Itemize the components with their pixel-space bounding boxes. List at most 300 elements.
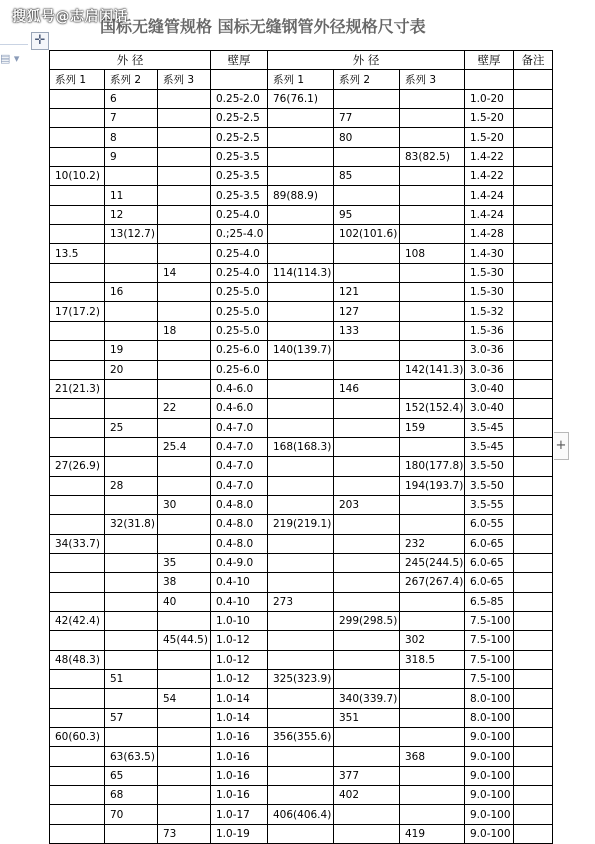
table-row xyxy=(50,515,553,534)
cell-series3 xyxy=(158,379,211,398)
header-series-2: 系列 2 xyxy=(105,70,158,89)
cell-wall-thickness-2: 1.5-20 xyxy=(465,109,514,128)
cell-series2b: 95 xyxy=(334,205,400,224)
cell-series2: 51 xyxy=(105,670,158,689)
cell-remarks xyxy=(514,109,553,128)
cell-wall-thickness: 0.4-10 xyxy=(211,592,268,611)
cell-wall-thickness: 0.4-7.0 xyxy=(211,476,268,495)
cell-series3b: 152(152.4) xyxy=(400,399,465,418)
cell-series3 xyxy=(158,341,211,360)
cell-series1 xyxy=(50,186,105,205)
cell-remarks xyxy=(514,89,553,108)
header-series-2b: 系列 2 xyxy=(334,70,400,89)
cell-series1b xyxy=(268,379,334,398)
cell-remarks xyxy=(514,418,553,437)
cell-remarks xyxy=(514,244,553,263)
cell-wall-thickness-2: 1.5-32 xyxy=(465,302,514,321)
cell-wall-thickness-2: 6.0-55 xyxy=(465,515,514,534)
cell-remarks xyxy=(514,670,553,689)
cell-series1b: 114(114.3) xyxy=(268,263,334,282)
cell-wall-thickness: 0.4-9.0 xyxy=(211,553,268,572)
cell-remarks xyxy=(514,457,553,476)
cell-series1b: 168(168.3) xyxy=(268,437,334,456)
cell-series3b xyxy=(400,728,465,747)
cell-series2b: 340(339.7) xyxy=(334,689,400,708)
header-row-series xyxy=(50,70,553,89)
cell-remarks xyxy=(514,592,553,611)
cell-series3: 14 xyxy=(158,263,211,282)
cell-series1b: 76(76.1) xyxy=(268,89,334,108)
cell-series1b xyxy=(268,650,334,669)
cell-remarks xyxy=(514,437,553,456)
header-wall-thickness: 壁厚 xyxy=(211,51,268,70)
cell-remarks xyxy=(514,689,553,708)
table-row xyxy=(50,302,553,321)
document-title: 国标无缝管规格 国标无缝钢管外径规格尺寸表 xyxy=(100,17,426,36)
cell-series3b xyxy=(400,302,465,321)
cell-series2 xyxy=(105,689,158,708)
cell-series1b xyxy=(268,205,334,224)
cell-series3b xyxy=(400,128,465,147)
table-row xyxy=(50,786,553,805)
cell-wall-thickness: 1.0-14 xyxy=(211,708,268,727)
cell-series3 xyxy=(158,747,211,766)
cell-wall-thickness: 0.4-8.0 xyxy=(211,495,268,514)
cell-series2: 57 xyxy=(105,708,158,727)
cell-wall-thickness: 0.25-6.0 xyxy=(211,360,268,379)
cell-wall-thickness-2: 1.5-30 xyxy=(465,283,514,302)
cell-series1 xyxy=(50,786,105,805)
cell-series1 xyxy=(50,476,105,495)
cell-series1: 21(21.3) xyxy=(50,379,105,398)
cell-wall-thickness: 1.0-17 xyxy=(211,805,268,824)
cell-series2b: 377 xyxy=(334,766,400,785)
table-row xyxy=(50,534,553,553)
cell-wall-thickness: 1.0-16 xyxy=(211,766,268,785)
table-row xyxy=(50,553,553,572)
cell-series1 xyxy=(50,360,105,379)
cell-wall-thickness-2: 9.0-100 xyxy=(465,728,514,747)
cell-series3b xyxy=(400,495,465,514)
cell-remarks xyxy=(514,360,553,379)
cell-wall-thickness: 0.4-7.0 xyxy=(211,437,268,456)
cell-series2b xyxy=(334,573,400,592)
cell-series2 xyxy=(105,553,158,572)
cell-series1 xyxy=(50,592,105,611)
cell-series2: 65 xyxy=(105,766,158,785)
table-row xyxy=(50,611,553,630)
cell-series2: 16 xyxy=(105,283,158,302)
cell-wall-thickness-2: 6.5-85 xyxy=(465,592,514,611)
cell-series3b: 159 xyxy=(400,418,465,437)
cell-series2 xyxy=(105,824,158,843)
cell-series3 xyxy=(158,611,211,630)
cell-series2b xyxy=(334,805,400,824)
cell-series1b xyxy=(268,321,334,340)
cell-wall-thickness: 1.0-14 xyxy=(211,689,268,708)
cell-series2b: 203 xyxy=(334,495,400,514)
cell-series3: 22 xyxy=(158,399,211,418)
table-row xyxy=(50,244,553,263)
cell-wall-thickness: 0.25-3.5 xyxy=(211,147,268,166)
cell-series3 xyxy=(158,476,211,495)
header-wall-thickness-2: 壁厚 xyxy=(465,51,514,70)
cell-series3b xyxy=(400,805,465,824)
cell-series2b: 121 xyxy=(334,283,400,302)
cell-remarks xyxy=(514,708,553,727)
cell-wall-thickness-2: 6.0-65 xyxy=(465,534,514,553)
cell-series2b xyxy=(334,244,400,263)
cell-series3 xyxy=(158,186,211,205)
cell-series1: 10(10.2) xyxy=(50,167,105,186)
cell-wall-thickness-2: 9.0-100 xyxy=(465,786,514,805)
add-row-plus-icon[interactable]: + xyxy=(554,432,569,460)
cell-wall-thickness-2: 1.5-36 xyxy=(465,321,514,340)
cell-remarks xyxy=(514,476,553,495)
cell-series3b xyxy=(400,186,465,205)
cell-series3b: 419 xyxy=(400,824,465,843)
cell-series3b xyxy=(400,167,465,186)
cell-series2b: 133 xyxy=(334,321,400,340)
table-row xyxy=(50,728,553,747)
table-row xyxy=(50,476,553,495)
cell-series1b xyxy=(268,708,334,727)
cell-series1 xyxy=(50,573,105,592)
cell-remarks xyxy=(514,631,553,650)
cell-series1 xyxy=(50,670,105,689)
cell-series2: 63(63.5) xyxy=(105,747,158,766)
cell-series3 xyxy=(158,360,211,379)
cell-remarks xyxy=(514,650,553,669)
cell-series3b: 245(244.5) xyxy=(400,553,465,572)
cell-series1b: 356(355.6) xyxy=(268,728,334,747)
cell-remarks xyxy=(514,147,553,166)
table-row xyxy=(50,650,553,669)
cell-series1b xyxy=(268,747,334,766)
cell-series1: 48(48.3) xyxy=(50,650,105,669)
cell-series2: 28 xyxy=(105,476,158,495)
cell-series2: 12 xyxy=(105,205,158,224)
cell-series2 xyxy=(105,302,158,321)
cell-series3b xyxy=(400,708,465,727)
cell-wall-thickness-2: 9.0-100 xyxy=(465,766,514,785)
cell-remarks xyxy=(514,283,553,302)
header-outer-diameter-2: 外 径 xyxy=(268,51,465,70)
cell-series3 xyxy=(158,283,211,302)
cell-series2 xyxy=(105,263,158,282)
cell-series2b xyxy=(334,515,400,534)
cell-wall-thickness-2: 3.0-36 xyxy=(465,360,514,379)
cell-wall-thickness-2: 1.4-30 xyxy=(465,244,514,263)
cell-series3 xyxy=(158,457,211,476)
cell-remarks xyxy=(514,728,553,747)
cell-series2b xyxy=(334,553,400,572)
cell-wall-thickness: 0.4-7.0 xyxy=(211,457,268,476)
cell-wall-thickness-2: 8.0-100 xyxy=(465,708,514,727)
header-series-3: 系列 3 xyxy=(158,70,211,89)
cell-series3 xyxy=(158,786,211,805)
cell-series1 xyxy=(50,515,105,534)
cell-series2b xyxy=(334,263,400,282)
table-row xyxy=(50,592,553,611)
table-row xyxy=(50,766,553,785)
cell-series1b xyxy=(268,302,334,321)
table-row xyxy=(50,689,553,708)
cell-series1 xyxy=(50,747,105,766)
cell-series2b xyxy=(334,747,400,766)
cell-series3b xyxy=(400,766,465,785)
cell-series3: 45(44.5) xyxy=(158,631,211,650)
cell-wall-thickness-2: 9.0-100 xyxy=(465,805,514,824)
cell-wall-thickness: 1.0-19 xyxy=(211,824,268,843)
cell-series1: 17(17.2) xyxy=(50,302,105,321)
cell-series1b: 273 xyxy=(268,592,334,611)
cell-series2 xyxy=(105,244,158,263)
cell-series1b xyxy=(268,109,334,128)
cell-series2b xyxy=(334,476,400,495)
cell-series1 xyxy=(50,147,105,166)
header-blank-wall-2 xyxy=(465,70,514,89)
cell-wall-thickness: 0.25-3.5 xyxy=(211,186,268,205)
cell-series3 xyxy=(158,805,211,824)
cell-series1b xyxy=(268,824,334,843)
cell-series3b: 194(193.7) xyxy=(400,476,465,495)
cell-series2 xyxy=(105,728,158,747)
cell-series1 xyxy=(50,631,105,650)
header-series-1: 系列 1 xyxy=(50,70,105,89)
table-row xyxy=(50,670,553,689)
cell-remarks xyxy=(514,302,553,321)
cell-series2b: 351 xyxy=(334,708,400,727)
cell-series2: 32(31.8) xyxy=(105,515,158,534)
header-series-1b: 系列 1 xyxy=(268,70,334,89)
cell-wall-thickness: 0.4-7.0 xyxy=(211,418,268,437)
cell-series3 xyxy=(158,109,211,128)
cell-wall-thickness: 1.0-16 xyxy=(211,786,268,805)
cell-series3b xyxy=(400,592,465,611)
table-body xyxy=(50,89,553,843)
cell-series1b xyxy=(268,689,334,708)
cell-series2 xyxy=(105,573,158,592)
cell-series2b xyxy=(334,147,400,166)
cell-series2b xyxy=(334,399,400,418)
cell-series2: 7 xyxy=(105,109,158,128)
cell-series1b xyxy=(268,553,334,572)
cell-series2b xyxy=(334,650,400,669)
cell-series3: 40 xyxy=(158,592,211,611)
cell-wall-thickness: 0.25-3.5 xyxy=(211,167,268,186)
cell-wall-thickness-2: 7.5-100 xyxy=(465,670,514,689)
cell-series2b xyxy=(334,534,400,553)
cell-series3: 35 xyxy=(158,553,211,572)
cell-series1b xyxy=(268,360,334,379)
watermark-text: 搜狐号@志启闲话 xyxy=(12,9,128,25)
cell-series1b: 325(323.9) xyxy=(268,670,334,689)
table-move-handle-icon[interactable]: ✛ xyxy=(31,32,49,50)
cell-series3b xyxy=(400,379,465,398)
cell-series3 xyxy=(158,418,211,437)
cell-wall-thickness: 0.25-5.0 xyxy=(211,321,268,340)
cell-series3 xyxy=(158,89,211,108)
cell-series1b xyxy=(268,128,334,147)
cell-series2b xyxy=(334,437,400,456)
cell-series3b xyxy=(400,611,465,630)
cell-series3b: 368 xyxy=(400,747,465,766)
cell-remarks xyxy=(514,263,553,282)
table-row xyxy=(50,341,553,360)
cell-series1b xyxy=(268,418,334,437)
cell-series1b xyxy=(268,534,334,553)
cell-series3 xyxy=(158,515,211,534)
table-row xyxy=(50,418,553,437)
cell-remarks xyxy=(514,766,553,785)
cell-series2b xyxy=(334,457,400,476)
cell-series2b: 127 xyxy=(334,302,400,321)
cell-series2b xyxy=(334,592,400,611)
cell-series3b: 302 xyxy=(400,631,465,650)
cell-series2 xyxy=(105,321,158,340)
cell-series2: 8 xyxy=(105,128,158,147)
cell-remarks xyxy=(514,225,553,244)
header-outer-diameter: 外 径 xyxy=(50,51,211,70)
cell-wall-thickness-2: 3.5-50 xyxy=(465,457,514,476)
cell-series1b xyxy=(268,225,334,244)
cell-series1b xyxy=(268,244,334,263)
cell-series1 xyxy=(50,708,105,727)
cell-series2 xyxy=(105,167,158,186)
cell-wall-thickness: 0.4-8.0 xyxy=(211,534,268,553)
cell-series1: 42(42.4) xyxy=(50,611,105,630)
cell-series3: 38 xyxy=(158,573,211,592)
cell-series1b xyxy=(268,786,334,805)
cell-wall-thickness-2: 1.0-20 xyxy=(465,89,514,108)
cell-series2b xyxy=(334,824,400,843)
table-row xyxy=(50,631,553,650)
cell-wall-thickness-2: 7.5-100 xyxy=(465,611,514,630)
table-row xyxy=(50,186,553,205)
cell-series1 xyxy=(50,766,105,785)
cell-wall-thickness: 0.25-5.0 xyxy=(211,302,268,321)
table-row xyxy=(50,360,553,379)
cell-series2: 11 xyxy=(105,186,158,205)
cell-series2 xyxy=(105,457,158,476)
cell-series3 xyxy=(158,708,211,727)
pipe-spec-table xyxy=(49,50,553,844)
cell-series2b xyxy=(334,89,400,108)
cell-series2b: 402 xyxy=(334,786,400,805)
cell-wall-thickness: 1.0-16 xyxy=(211,728,268,747)
cell-wall-thickness: 0.25-4.0 xyxy=(211,244,268,263)
cell-series2 xyxy=(105,437,158,456)
table-row xyxy=(50,167,553,186)
cell-remarks xyxy=(514,399,553,418)
cell-series3 xyxy=(158,225,211,244)
cell-series3 xyxy=(158,147,211,166)
cell-series1b: 140(139.7) xyxy=(268,341,334,360)
cell-series1: 60(60.3) xyxy=(50,728,105,747)
cell-wall-thickness: 1.0-16 xyxy=(211,747,268,766)
table-row xyxy=(50,283,553,302)
cell-series3b: 83(82.5) xyxy=(400,147,465,166)
cell-wall-thickness-2: 7.5-100 xyxy=(465,650,514,669)
cell-series2: 19 xyxy=(105,341,158,360)
cell-series3: 30 xyxy=(158,495,211,514)
cell-series1 xyxy=(50,341,105,360)
cell-series2b xyxy=(334,631,400,650)
cell-wall-thickness: 0.25-4.0 xyxy=(211,205,268,224)
cell-series3b xyxy=(400,205,465,224)
cell-series1 xyxy=(50,321,105,340)
table-row xyxy=(50,457,553,476)
cell-remarks xyxy=(514,573,553,592)
cell-series3b xyxy=(400,515,465,534)
cell-series1b xyxy=(268,283,334,302)
cell-remarks xyxy=(514,824,553,843)
cell-remarks xyxy=(514,786,553,805)
cell-series3 xyxy=(158,650,211,669)
cell-series1 xyxy=(50,805,105,824)
cell-remarks xyxy=(514,186,553,205)
cell-series2: 9 xyxy=(105,147,158,166)
cell-remarks xyxy=(514,128,553,147)
cell-series3b: 267(267.4) xyxy=(400,573,465,592)
cell-wall-thickness-2: 9.0-100 xyxy=(465,824,514,843)
cell-wall-thickness-2: 8.0-100 xyxy=(465,689,514,708)
cell-series1 xyxy=(50,553,105,572)
cell-remarks xyxy=(514,205,553,224)
cell-series3b xyxy=(400,321,465,340)
cell-wall-thickness: 1.0-10 xyxy=(211,611,268,630)
cell-series1b xyxy=(268,495,334,514)
cell-remarks xyxy=(514,167,553,186)
cell-series1: 27(26.9) xyxy=(50,457,105,476)
table-row xyxy=(50,824,553,843)
cell-remarks xyxy=(514,805,553,824)
cell-series2 xyxy=(105,534,158,553)
cell-remarks xyxy=(514,534,553,553)
cell-series3 xyxy=(158,167,211,186)
cell-series1b: 219(219.1) xyxy=(268,515,334,534)
document-icon[interactable]: ▤ ▾ xyxy=(0,52,20,65)
cell-series1 xyxy=(50,128,105,147)
cell-series3: 25.4 xyxy=(158,437,211,456)
cell-remarks xyxy=(514,495,553,514)
cell-series3b xyxy=(400,263,465,282)
cell-wall-thickness-2: 1.4-22 xyxy=(465,167,514,186)
header-series-3b: 系列 3 xyxy=(400,70,465,89)
cell-series1b xyxy=(268,573,334,592)
cell-wall-thickness: 0.4-6.0 xyxy=(211,399,268,418)
cell-wall-thickness-2: 9.0-100 xyxy=(465,747,514,766)
cell-series1b xyxy=(268,457,334,476)
table-row xyxy=(50,437,553,456)
cell-wall-thickness: 0.25-6.0 xyxy=(211,341,268,360)
table-row xyxy=(50,263,553,282)
cell-series1 xyxy=(50,437,105,456)
header-remarks: 备注 xyxy=(514,51,553,70)
cell-wall-thickness: 1.0-12 xyxy=(211,650,268,669)
cell-series3b: 318.5 xyxy=(400,650,465,669)
cell-series2b xyxy=(334,670,400,689)
cell-series3 xyxy=(158,766,211,785)
table-row xyxy=(50,379,553,398)
header-blank-remarks xyxy=(514,70,553,89)
cell-remarks xyxy=(514,379,553,398)
cell-wall-thickness-2: 7.5-100 xyxy=(465,631,514,650)
cell-series3b xyxy=(400,89,465,108)
cell-series3b xyxy=(400,689,465,708)
cell-series1b xyxy=(268,147,334,166)
